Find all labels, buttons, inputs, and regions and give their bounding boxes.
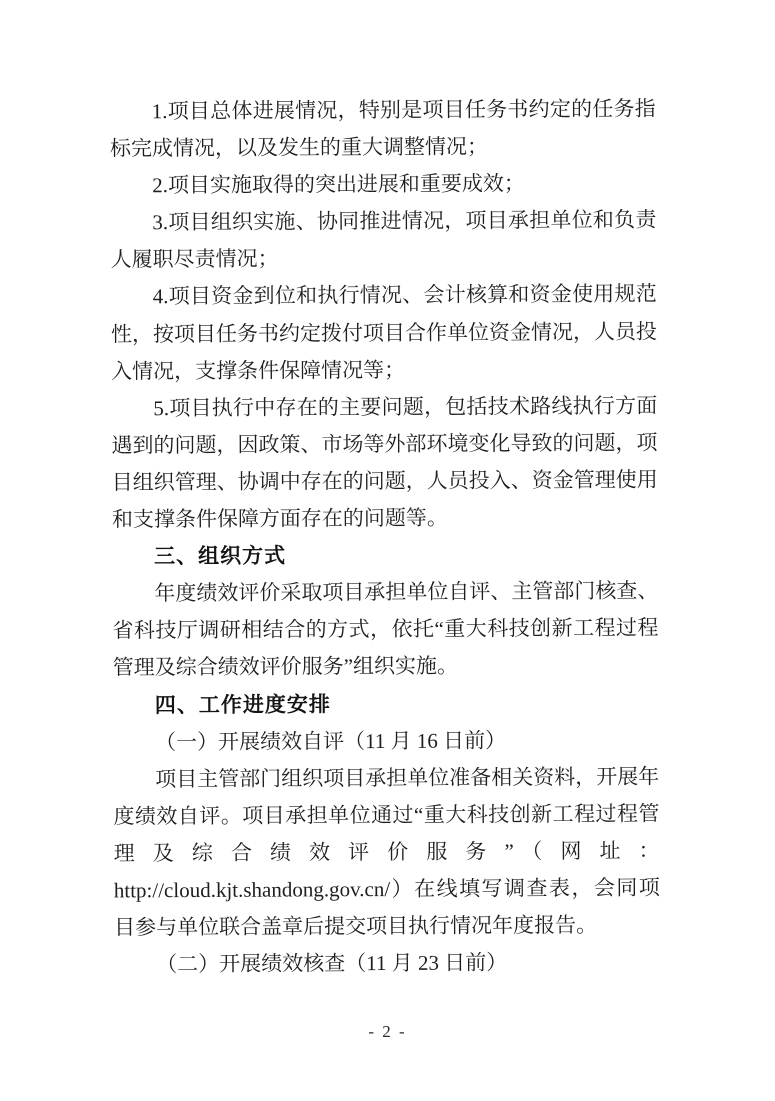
- body-text-line: 和支撑条件保障方面存在的问题等。: [111, 505, 448, 532]
- body-text-line: 4.项目资金到位和执行情况、会计核算和资金使用规范: [152, 282, 657, 309]
- body-text-line: 1.项目总体进展情况，特别是项目任务书约定的任务指: [151, 96, 656, 124]
- section-heading-organization-method: 三、组织方式: [154, 544, 287, 569]
- body-text-line: 5.项目执行中存在的主要问题，包括技术路线执行方面: [153, 393, 658, 420]
- body-text-line: 入情况，支撑条件保障情况等；: [111, 357, 406, 384]
- body-text-line: 遇到的问题，因政策、市场等外部环境变化导致的问题，项: [111, 430, 658, 458]
- body-text-line: 2.项目实施取得的突出进展和重要成效；: [152, 171, 525, 198]
- document-body: [110, 91, 661, 984]
- body-text-line: 3.项目组织实施、协同推进情况，项目承担单位和负责: [152, 207, 657, 235]
- stretched-text-line: 理及综合绩效评价服务”（网址：: [113, 838, 660, 866]
- section-heading-work-schedule: 四、工作进度安排: [154, 692, 331, 717]
- body-text-line: 管理及综合绩效评价服务”组织实施。: [112, 654, 459, 680]
- page-number: - 2 -: [368, 1022, 407, 1041]
- body-text-line: 度绩效自评。项目承担单位通过“重大科技创新工程过程管: [113, 801, 660, 829]
- body-text-line: 目参与单位联合盖章后提交项目执行情况年度报告。: [113, 912, 598, 940]
- body-text-line: 性，按项目任务书约定拨付项目合作单位资金情况，人员投: [110, 319, 657, 346]
- body-text-line: 省科技厅调研相结合的方式，依托“重大科技创新工程过程: [112, 615, 659, 643]
- subsection-heading-performance-check: （二）开展绩效核查（11 月 23 日前）: [156, 950, 508, 977]
- subsection-heading-self-evaluation: （一）开展绩效自评（11 月 16 日前）: [155, 727, 507, 754]
- body-text-line: 目组织管理、协调中存在的问题，人员投入、资金管理使用: [111, 467, 658, 495]
- url-text-line: http://cloud.kjt.shandong.gov.cn/）在线填写调查表，会同项: [113, 875, 660, 903]
- body-text-line: 项目主管部门组织项目承担单位准备相关资料，开展年: [155, 764, 660, 791]
- body-text-line: 年度绩效评价采取项目承担单位自评、主管部门核查、: [154, 578, 659, 606]
- body-text-line: 人履职尽责情况；: [110, 246, 279, 272]
- body-text-line: 标完成情况，以及发生的重大调整情况；: [109, 134, 489, 161]
